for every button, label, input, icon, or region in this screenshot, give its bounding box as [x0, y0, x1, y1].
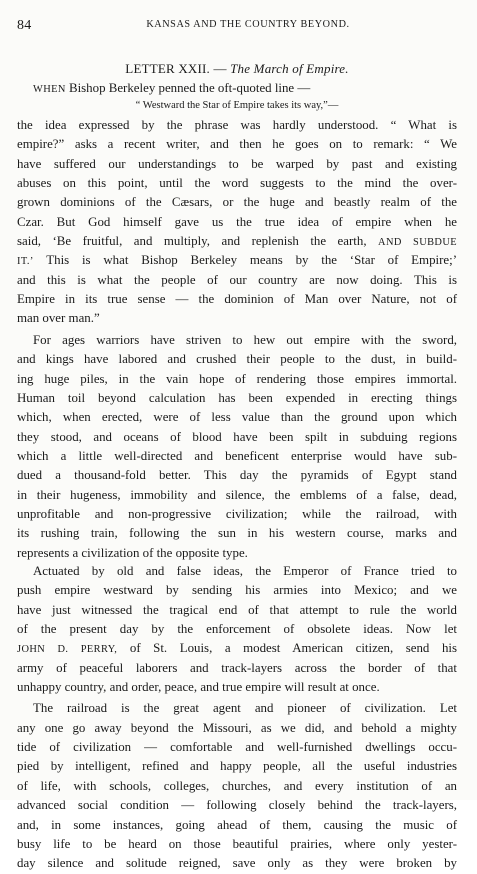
text-line: busy life to be heard on those beautiful prairies, where only yester- — [17, 836, 457, 851]
letter-title: The March of Empire. — [230, 61, 349, 76]
text-line: man over man.” — [17, 311, 100, 326]
text-line: which, when erected, were of less value than the ground upon which — [17, 410, 457, 425]
paragraph-4 — [17, 699, 457, 873]
paragraph-2 — [17, 331, 457, 563]
text-line: of life, with schools, colleges, churches, and every institution of an — [17, 778, 457, 793]
text-line: represents a civilization of the opposite type. — [17, 545, 248, 560]
text-line: For ages warriors have striven to hew out empire with the sword, — [33, 333, 457, 347]
letter-number: LETTER XXII. — — [125, 61, 227, 76]
letter-heading — [17, 61, 457, 77]
text-line: and this is what the people of our country are now doing. This is — [17, 272, 457, 287]
text-line: and kings have labored and crushed their people to the dust, in build- — [17, 352, 457, 367]
text-line: The railroad is the great agent and pioneer of civilization. Let — [33, 701, 457, 716]
intro-rest: Bishop Berkeley penned the oft-quoted line — — [65, 81, 311, 95]
text-line: and, in some instances, going ahead of them, causing the music of — [17, 817, 457, 832]
text-line: which a little well-directed and beneficent enterprise would have sub- — [17, 449, 457, 464]
text-segment: This is what Bishop Berkeley means by the ‘Star of Empire;’ — [33, 253, 457, 268]
small-caps-text: AND SUBDUE — [378, 237, 457, 249]
paragraph-3 — [17, 562, 457, 697]
running-head — [17, 18, 457, 34]
text-line: Czar. But God himself gave us the true idea of empire when he — [17, 214, 457, 229]
text-line: pied by intelligent, refined and happy people, all the useful industries — [17, 759, 457, 774]
text-line: push empire westward by sending his armies into Mexico; and we — [17, 583, 457, 598]
text-line: army of peaceful laborers and track-layers across the border of that — [17, 660, 457, 675]
text-line: tide of civilization — comfortable and well-furnished dwellings occu- — [17, 740, 457, 755]
paragraph-1 — [17, 116, 457, 329]
intro-line — [33, 81, 457, 96]
text-line: ing huge piles, in the vain hope of rendering those empires immortal. — [17, 371, 457, 386]
text-line: have suffered our understandings to be warped by past and existing — [17, 156, 457, 171]
text-line: unhappy country, and order, peace, and true empire will result at once. — [17, 680, 380, 695]
text-line: the idea expressed by the phrase was hardly understood. “ What is — [17, 118, 457, 132]
text-line: Empire in its true sense — the dominion of Man over Nature, not of — [17, 292, 457, 307]
text-line: any one go away beyond the Missouri, as we did, and behold a mighty — [17, 720, 457, 735]
text-line — [17, 639, 457, 658]
text-segment: said, ‘Be fruitful, and multiply, and replenish the earth, — [17, 234, 367, 249]
intro-first-word: WHEN — [33, 84, 66, 95]
text-line: advanced social condition — following closely behind the track-layers, — [17, 798, 457, 813]
text-line: they stood, and oceans of blood have been spilt in subduing regions — [17, 429, 457, 444]
text-line — [17, 251, 457, 270]
text-line: Human toil beyond calculation has been expended in erecting things — [17, 391, 457, 406]
text-line: its rushing train, following the sun in his western course, marks and — [17, 526, 457, 541]
text-line: Actuated by old and false ideas, the Emperor of France tried to — [33, 564, 457, 578]
text-line: dued a thousand-fold better. This day the pyramids of Egypt stand — [17, 468, 457, 483]
text-line: have just witnessed the tragical end of that attempt to rule the world — [17, 602, 457, 617]
text-line: of the present day by the enforcement of obsolete ideas. Now let — [17, 622, 457, 637]
text-line: in their hugeness, immobility and silence, the emblems of a false, dead, — [17, 487, 457, 502]
small-caps-text: IT.’ — [17, 256, 34, 268]
page-number: 84 — [17, 18, 32, 33]
running-title: KANSAS AND THE COUNTRY BEYOND. — [146, 19, 350, 30]
epigraph-quote: “ Westward the Star of Empire takes its way,”— — [135, 100, 339, 111]
text-line: day silence and solitude reigned, save only as they were broken by — [17, 856, 457, 871]
text-line — [17, 232, 457, 251]
text-line: empire?” asks a recent writer, and then he goes on to remark: “ We — [17, 137, 457, 152]
text-segment: of St. Louis, a modest American citizen, send his — [117, 641, 457, 656]
small-caps-text: JOHN D. PERRY, — [17, 644, 118, 656]
text-line: grown dominions of the Cæsars, or the huge and beastly realm of the — [17, 195, 457, 210]
text-line: abuses on this point, until the word suggests to the mind the over- — [17, 176, 457, 191]
text-line: unprofitable and non-progressive civilization; while the railroad, with — [17, 507, 457, 522]
